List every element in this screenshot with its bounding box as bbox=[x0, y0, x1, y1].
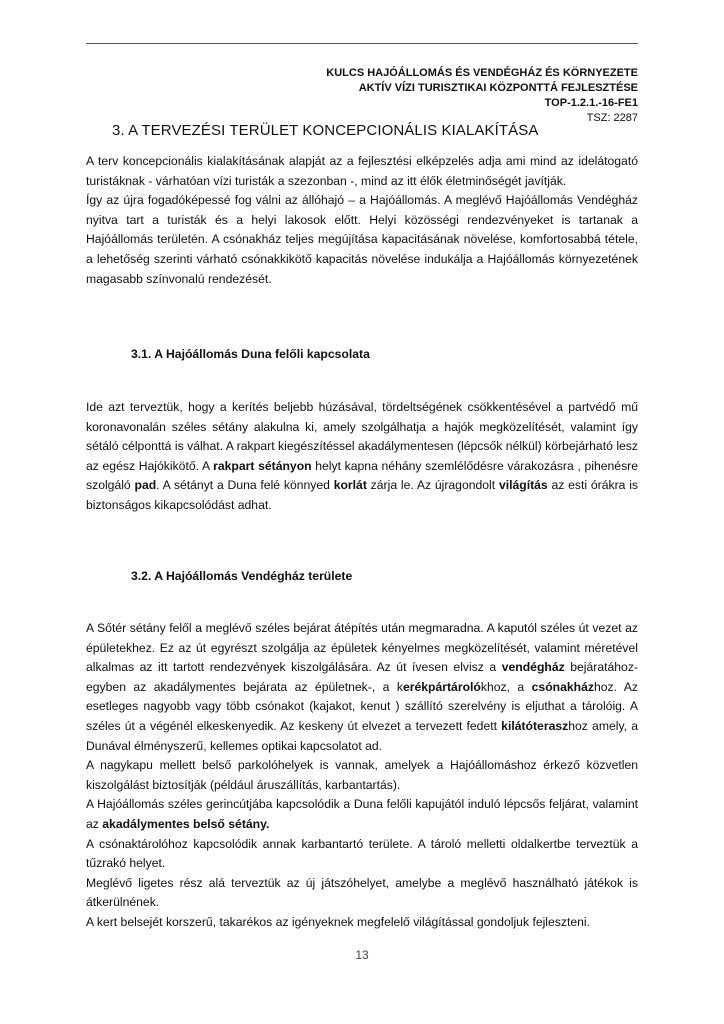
intro-paragraph: Így az újra fogadóképessé fog válni az állóhajó – a Hajóállomás. A meglévő Hajóállomás Vendégház nyitva tart a turisták és a helyi lakosok előtt. Helyi közösségi rendezvényeket is tartanak a Hajóállomás területén. A csónakház teljes megújítása kapacitásának növelése, komfortosabbá tétele, a lehetőség szerinti várható csónakkikötő kapacitás növelése indukálja a Hajóállomás környezetének magasabb színvonalú rendezését. bbox=[86, 193, 638, 286]
page-number: 13 bbox=[355, 948, 369, 962]
section2-paragraph: A kert belsejét korszerű, takarékos az igényeknek megfelelő világítással gondoljuk fejleszteni. bbox=[86, 914, 591, 929]
header-project-code: TOP-1.2.1.-16-FE1 bbox=[544, 97, 638, 109]
section2-paragraph: A nagykapu mellett belső parkolóhelyek is vannak, amelyek a Hajóállomáshoz érkező közvetlen kiszolgálást biztosítják (például áruszállítás, karbantartás). bbox=[86, 758, 638, 792]
header-tsz: TSZ: 2287 bbox=[586, 112, 638, 124]
section-heading: 3.1. A Hajóállomás Duna felőli kapcsolata bbox=[131, 347, 370, 361]
section1-text bbox=[86, 398, 638, 516]
header-project-title: KULCS HAJÓÁLLOMÁS ÉS VENDÉGHÁZ ÉS KÖRNYEZETE bbox=[326, 67, 638, 79]
header-rule bbox=[86, 43, 638, 44]
section-heading: 3.2. A Hajóállomás Vendégház területe bbox=[131, 569, 353, 583]
chapter-title: 3. A TERVEZÉSI TERÜLET KONCEPCIONÁLIS KIALAKÍTÁSA bbox=[112, 122, 539, 139]
section2-paragraph: Meglévő ligetes rész alá terveztük az új játszóhelyet, amelybe a meglévő használható játékok is átkerülnének. bbox=[86, 875, 638, 910]
section2-text bbox=[86, 619, 638, 933]
section1-paragraph: Ide azt terveztük, hogy a kerítés beljebb húzásával, tördeltségének csökkentésével a partvédő mű koronavonalán széles sétány alakulna ki, amely szolgálhatja a hajók megközelítését, valamint így sétáló célponttá is válhat. A rakpart kiegészítéssel akadálymentesen (lépcsők nélkül) körbejárható lesz az egész Hajókikötő. A rakpart sétányon helyt kapna néhány szemlélődésre várakozásra , pihenésre szolgáló pad. A sétányt a Duna felé könnyed korlát zárja le. Az újragondolt világítás az esti órákra is biztonságos kikapcsolódást adhat. bbox=[86, 400, 639, 512]
intro-paragraph: A terv koncepcionális kialakításának alapját az a fejlesztési elképzelés adja ami mind az idelátogató turistáknak - várhatóan vízi turisták a szezonban -, mind az itt élők életminőségét javítják. bbox=[86, 154, 638, 188]
header-project-subtitle: AKTÍV VÍZI TURISZTIKAI KÖZPONTTÁ FEJLESZTÉSE bbox=[358, 82, 638, 94]
section2-paragraph: A Hajóállomás széles gerincútjába kapcsolódik a Duna felőli kapujától induló lépcsős feljárat, valamint az akadálymentes belső sétány. bbox=[86, 797, 638, 831]
intro-text bbox=[86, 152, 638, 289]
section2-paragraph: A csónaktárolóhoz kapcsolódik annak karbantartó területe. A tároló melletti oldalkertbe terveztük a tűzrakó helyet. bbox=[86, 836, 638, 871]
section2-paragraph: A Sőtér sétány felől a meglévő széles bejárat átépítés után megmaradna. A kaputól széles út vezet az épületekhez. Ez az út egyrészt szolgálja az épületek kényelmes megközelítését, valamint méretével alkalmas az itt tartott rendezvények kiszolgálására. Az út ívesen elvisz a vendégház bejáratához- egyben az akadálymentes bejárata az épületnek-, a kerékpártárolókhoz, a csónakházhoz. Az esetleges nagyobb vagy több csónakot (kajakot, kenut ) szállító szerelvény is eljuthat a tárolóig. A széles út a végénél elkeskenyedik. Az keskeny út elvezet a tervezett fedett kilátóteraszhoz amely, a Dunával élményszerű, kellemes optikai kapcsolatot ad. bbox=[86, 621, 638, 753]
document-header bbox=[326, 66, 638, 126]
